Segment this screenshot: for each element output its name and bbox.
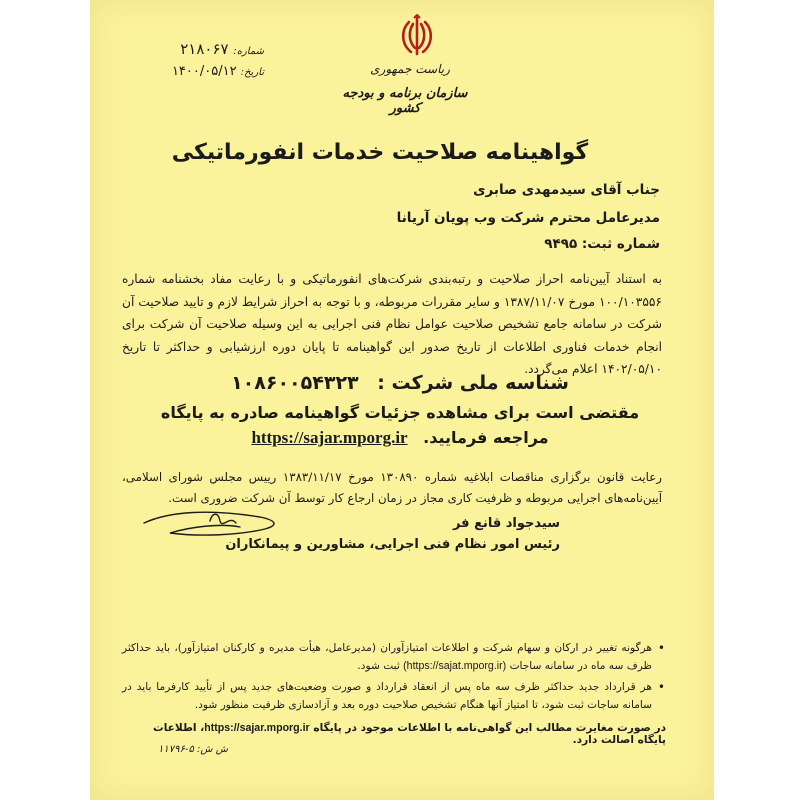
footer-note-text-end: ، اطلاعات پایگاه اصالت دارد. <box>153 722 666 746</box>
signatory-role: رئیس امور نظام فنی اجرایی، مشاورین و پیمانکاران <box>225 537 560 552</box>
registration-number: شماره ثبت: ۹۴۹۵ <box>544 236 660 252</box>
org-line-pbo: سازمان برنامه و بودجه کشور <box>342 86 468 116</box>
note-link-text: (https://sajat.mporg.ir) <box>403 659 507 672</box>
national-id-value: ۱۰۸۶۰۰۵۴۳۲۳ <box>231 372 359 394</box>
body-paragraph-2: رعایت قانون برگزاری مناقصات ابلاغیه شماره ۱۳۰۸۹۰ مورخ ۱۳۸۳/۱۱/۱۷ رییس مجلس شورای اسلامی، آیین‌نامه‌های اجرایی مربوطه و ظرفیت کاری مجاز در زمان ارجاع کار توسط آن شرکت ضروری است. <box>122 470 662 505</box>
footer-note-text: در صورت مغایرت مطالب این گواهی‌نامه با اطلاعات موجود در پایگاه <box>313 722 666 734</box>
body-paragraph-1: به استناد آیین‌نامه احراز صلاحیت و رتبه‌بندی شرکت‌های انفورماتیکی و با رعایت مفاد بخشنامه شماره ۱۰۰/۱۰۳۵۵۶ مورخ ۱۳۸۷/۱۱/۰۷ و سایر مقررات مربوطه، و با توجه به احراز شرایط لازم و تایید صلاحیت آن شرکت در سامانه جامع تشخیص صلاحیت عوامل نظام فنی اجرایی به این وسیله صلاحیت آن شرکت برای انجام خدمات فناوری اطلاعات از تاریخ صدور این گواهینامه تا پایان دوره ارزشیابی و حداکثر تا تاریخ ۱۴۰۲/۰۵/۱۰ اعلام می‌گردد. <box>122 272 662 376</box>
portal-suffix: مراجعه فرمایید. <box>423 428 549 447</box>
signatory-name: سیدجواد قانع فر <box>452 516 560 531</box>
number-value: ۲۱۸۰۶۷ <box>180 40 229 58</box>
date-label: تاریخ: <box>240 67 264 78</box>
portal-instruction: مقتضی است برای مشاهده جزئیات گواهینامه صادره به پایگاه <box>160 403 640 422</box>
addressee-name: جناب آقای سیدمهدی صابری <box>473 182 660 198</box>
notes-section <box>122 640 666 718</box>
national-id-label: شناسه ملی شرکت : <box>377 372 569 394</box>
number-label: شماره: <box>233 46 264 57</box>
page-title: گواهینامه صلاحیت خدمات انفورماتیکی <box>171 140 589 165</box>
footer-url: https://sajar.mporg.ir <box>204 722 310 734</box>
footer-code: ش ش: ۵-۱۱۷۹۶ <box>158 744 228 755</box>
date-value: ۱۴۰۰/۰۵/۱۲ <box>171 64 237 79</box>
certificate-date <box>144 64 270 79</box>
notes-list <box>122 640 666 714</box>
note-text: هرگونه تغییر در ارکان و سهام شرکت و اطلاعات امتیازآوران (مدیرعامل، هیأت مدیره و کارکنان امتیازآور)، باید حداکثر ظرف سه ماه در سامانه ساجات <box>122 642 652 672</box>
certificate-number <box>150 40 270 58</box>
note-item <box>122 679 652 714</box>
national-id <box>200 372 600 394</box>
footer-note <box>150 722 666 746</box>
addressee-position: مدیرعامل محترم شرکت وب پویان آریانا <box>396 210 660 226</box>
note-text: ثبت شود. <box>357 659 400 672</box>
portal-row <box>200 428 600 448</box>
iran-emblem-icon <box>395 14 439 58</box>
note-text: هر قرارداد جدید حداکثر ظرف سه ماه پس از انعقاد قرارداد و صورت وضعیت‌های جدید پس از تأیید کارفرما باید در سامانه ساجات ثبت شود، تا امتیاز آنها هنگام تشخیص صلاحیت دوره بعد و آزادسازی ظرفیت منظور شود. <box>122 681 652 711</box>
note-item <box>122 640 652 675</box>
org-line-presidency: ریاست جمهوری <box>370 62 450 76</box>
portal-link[interactable]: https://sajar.mporg.ir <box>251 428 408 447</box>
